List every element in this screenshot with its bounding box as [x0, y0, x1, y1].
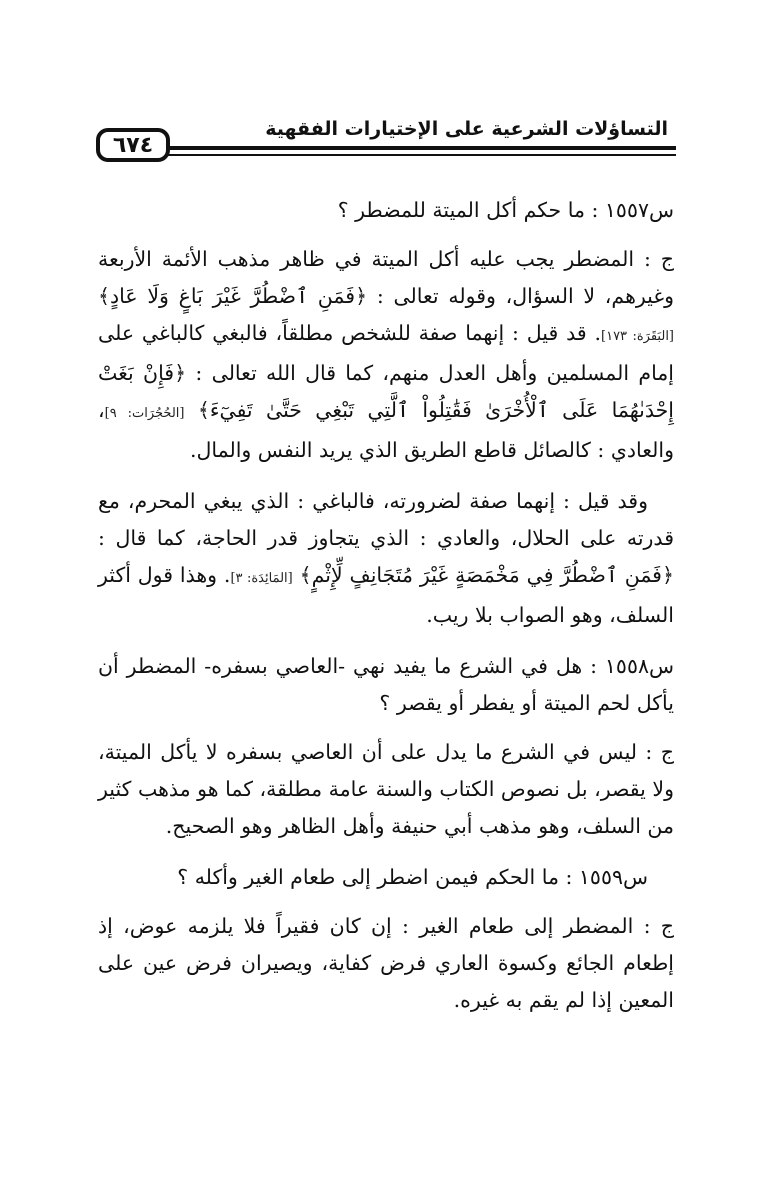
body-text — [293, 563, 300, 587]
body-text: س١٥٥٩ : ما الحكم فيمن اضطر إلى طعام الغير وأكله ؟ — [177, 865, 648, 889]
body-text: ج : المضطر إلى طعام الغير : إن كان فقيراً فلا يلزمه عوض، إذ إطعام الجائع وكسوة العاري فرض كفاية، ويصيران فرض عين على المعين إذا لم يقم به غيره. — [98, 914, 674, 1012]
body-text: ، والعادي : كالصائل قاطع الطريق الذي يريد النفس والمال. — [98, 398, 674, 462]
page-header — [96, 108, 676, 164]
verse-reference: [البَقَرَة: ١٧٣] — [601, 329, 674, 344]
body-text — [184, 398, 197, 422]
answer-paragraph — [98, 734, 674, 845]
answer-paragraph — [98, 241, 674, 469]
body-text: . قد قيل : إنهما صفة للشخص مطلقاً، فالبغي كالباغي على إمام المسلمين وأهل العدل منهم، كما قال الله تعالى : — [98, 321, 674, 385]
body-text: . وهذا قول أكثر السلف، وهو الصواب بلا ريب. — [98, 563, 674, 627]
question-paragraph — [98, 859, 674, 896]
body-text: ج : المضطر يجب عليه أكل الميتة في ظاهر مذهب الأئمة الأربعة وغيرهم، لا السؤال، وقوله تعالى : — [98, 247, 674, 308]
body-text: وقد قيل : إنهما صفة لضرورته، فالباغي : الذي يبغي المحرم، مع قدرته على الحلال، والعادي : الذي يتجاوز قدر الحاجة، كما قال : — [98, 489, 674, 550]
question-paragraph — [98, 648, 674, 722]
header-rule-thick — [156, 146, 676, 150]
question-paragraph — [98, 192, 674, 229]
page-number: ٦٧٤ — [96, 128, 170, 162]
body-text: س١٥٥٨ : هل في الشرع ما يفيد نهي -العاصي بسفره- المضطر أن يأكل لحم الميتة أو يفطر أو يقصر ؟ — [98, 654, 674, 715]
quran-verse: ﴿فَإِنْ بَغَتْ إِحْدَىٰهُمَا عَلَى ٱلْأُخْرَىٰ فَقَٰتِلُواْ ٱلَّتِي تَبْغِي حَتَّىٰ تَفِيٓءَ﴾ — [98, 361, 674, 422]
verse-reference: [الحُجُرَات: ٩] — [104, 406, 185, 421]
answer-paragraph — [98, 483, 674, 634]
running-title: التساؤلات الشرعية على الإختيارات الفقهية — [265, 118, 668, 140]
body-text: ج : ليس في الشرع ما يدل على أن العاصي بسفره لا يأكل الميتة، ولا يقصر، بل نصوص الكتاب والسنة عامة مطلقة، كما هو مذهب كثير من السلف، وهو مذهب أبي حنيفة وأهل الظاهر وهو الصحيح. — [98, 740, 674, 838]
header-rule-thin — [156, 154, 676, 156]
body-text: س١٥٥٧ : ما حكم أكل الميتة للمضطر ؟ — [337, 198, 674, 222]
page-body — [98, 192, 674, 1033]
verse-reference: [المَائِدَة: ٣] — [230, 571, 293, 586]
quran-verse: ﴿فَمَنِ ٱضْطُرَّ غَيْرَ بَاغٍ وَلَا عَادٍ﴾ — [98, 284, 368, 308]
quran-verse: ﴿فَمَنِ ٱضْطُرَّ فِي مَخْمَصَةٍ غَيْرَ مُتَجَانِفٍ لِّإِثْمٍ﴾ — [299, 563, 674, 587]
answer-paragraph — [98, 908, 674, 1019]
